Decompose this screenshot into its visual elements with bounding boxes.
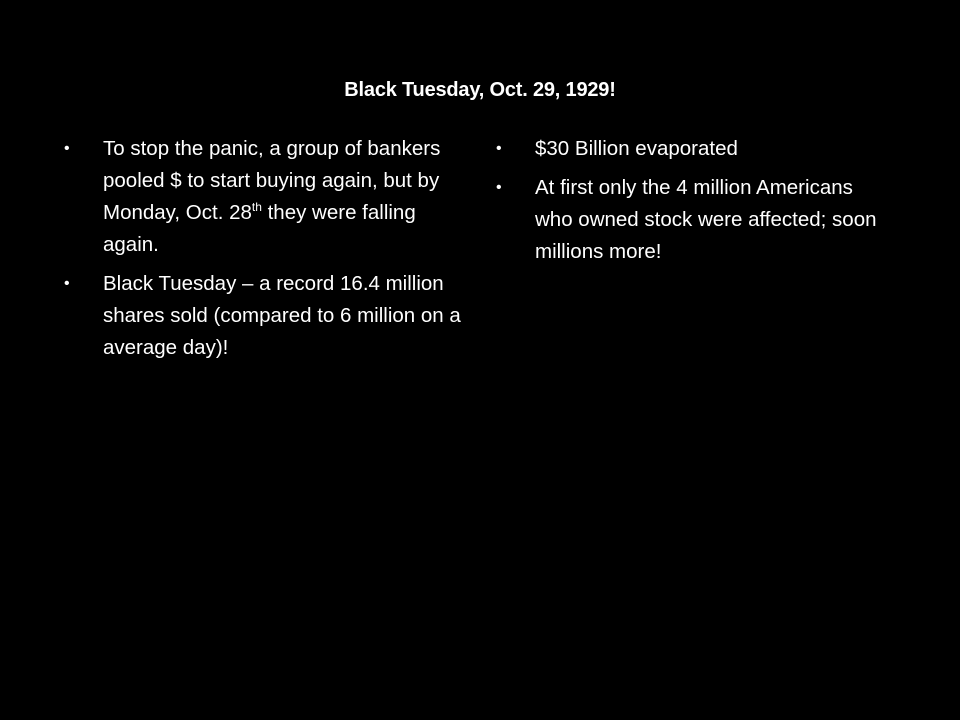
right-column xyxy=(496,133,896,275)
bullet-item-billion xyxy=(496,133,896,165)
left-column xyxy=(64,133,464,371)
bullet-item-bankers xyxy=(64,133,464,261)
left-bullet-list xyxy=(64,133,464,364)
ordinal-suffix: th xyxy=(251,200,262,215)
bullet-item-americans xyxy=(496,172,896,268)
bullet-text: At first only the 4 million Americans who owned stock were affected; soon millions more! xyxy=(535,176,877,263)
bullet-text: Black Tuesday – a record 16.4 million shares sold (compared to 6 million on a average day)! xyxy=(103,272,461,359)
right-bullet-list xyxy=(496,133,896,268)
bullet-icon: • xyxy=(64,275,70,292)
slide-title: Black Tuesday, Oct. 29, 1929! xyxy=(344,79,616,101)
bullet-text: $30 Billion evaporated xyxy=(535,137,738,160)
bullet-text-part: To stop the panic, a group of bankers pooled $ to start buying again, but by Monday, Oct. 28 xyxy=(103,137,441,224)
bullet-text-part: they were falling again. xyxy=(103,201,416,256)
bullet-icon: • xyxy=(64,140,70,157)
bullet-item-black-tuesday xyxy=(64,268,464,364)
bullet-icon: • xyxy=(496,179,502,196)
bullet-icon: • xyxy=(496,140,502,157)
